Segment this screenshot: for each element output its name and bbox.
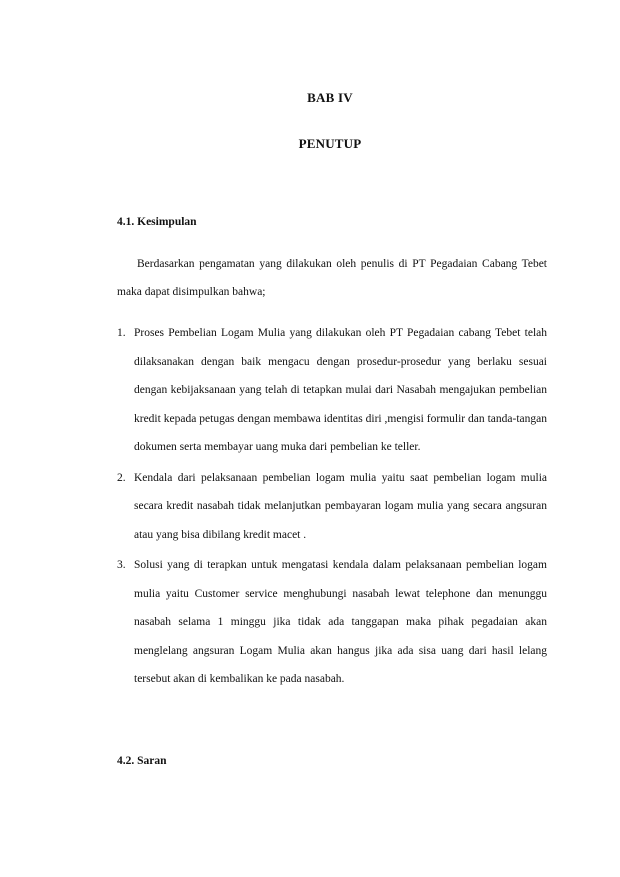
list-item-number: 2. [117,471,126,484]
section-heading-saran: 4.2. Saran [117,755,167,767]
chapter-title: PENUTUP [298,136,362,151]
conclusion-list [117,319,547,696]
list-item [117,319,547,462]
list-item-number: 3. [117,559,126,571]
list-item-text: Solusi yang di terapkan untuk mengatasi kendala dalam pelaksanaan pembelian logam mulia yaitu Customer service menghubungi nasabah lewat telephone dan menunggu nasabah selama 1 minggu jika tidak ada tanggapan maka pihak pegadaian akan menglelang angsuran Logam Mulia akan hangus jika ada sisa uang dari hasil lelang tersebut akan di kembalikan ke pada nasabah. [134,559,547,685]
list-item-text: Kendala dari pelaksanaan pembelian logam mulia yaitu saat pembelian logam mulia secara kredit nasabah tidak melanjutkan pembayaran logam mulia yang secara angsuran atau yang bisa dibilang kredit macet . [134,471,547,541]
list-item-text: Proses Pembelian Logam Mulia yang dilakukan oleh PT Pegadaian cabang Tebet telah dilaksanakan dengan baik mengacu dengan prosedur-prosedur yang berlaku sesuai dengan kebijaksanaan yang telah di tetapkan mulai dari Nasabah mengajukan pembelian kredit kepada petugas dengan membawa identitas diri ,mengisi formulir dan tanda-tangan dokumen serta membayar uang muka dari pembelian ke teller. [134,327,547,453]
section-heading-kesimpulan: 4.1. Kesimpulan [117,216,197,228]
chapter-number: BAB IV [307,90,353,105]
list-item-number: 1. [117,327,126,339]
list-item [117,551,547,694]
list-item [117,464,547,550]
intro-paragraph: Berdasarkan pengamatan yang dilakukan oleh penulis di PT Pegadaian Cabang Tebet maka dapat disimpulkan bahwa; [117,258,547,298]
